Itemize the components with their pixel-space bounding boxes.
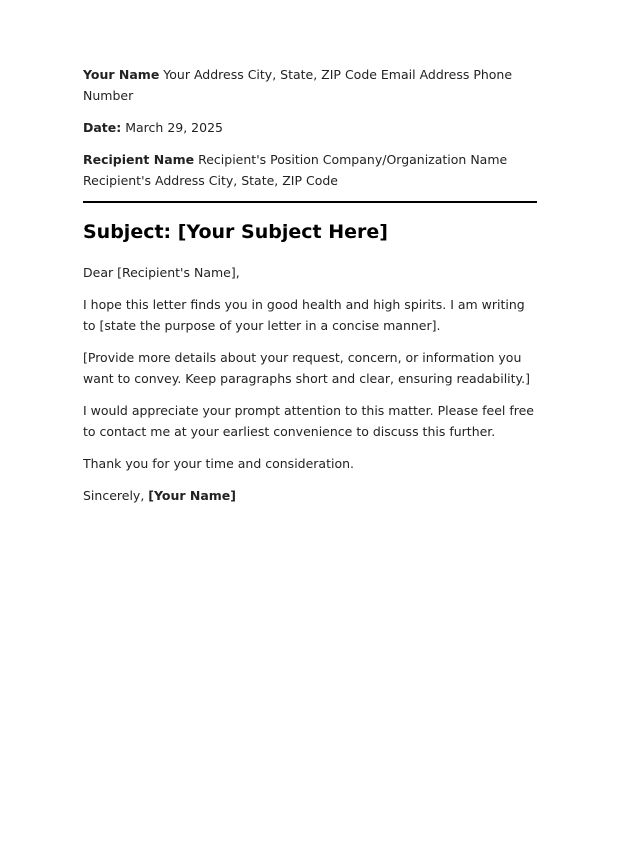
sender-block <box>83 64 537 106</box>
body-paragraph: I would appreciate your prompt attention to this matter. Please feel free to contact me at your earliest convenience to discuss this further. <box>83 403 534 439</box>
recipient-details: Recipient's Position Company/Organization Name Recipient's Address City, State, ZIP Code <box>83 152 508 188</box>
date-label: Date: <box>83 120 122 135</box>
recipient-name: Recipient Name <box>83 152 195 167</box>
body-paragraph: I hope this letter finds you in good health and high spirits. I am writing to [state the purpose of your letter in a concise manner]. <box>83 297 525 333</box>
letter-content <box>83 64 537 517</box>
body-paragraph: Thank you for your time and consideration. <box>83 456 355 471</box>
body-paragraph: [Provide more details about your request, concern, or information you want to convey. Keep paragraphs short and clear, ensuring readability.] <box>83 350 531 386</box>
sender-details: Your Address City, State, ZIP Code Email Address Phone Number <box>83 67 513 103</box>
subject-heading: Subject: [Your Subject Here] <box>83 221 388 243</box>
signature-name: [Your Name] <box>148 488 236 503</box>
closing-text: Sincerely, <box>83 488 149 503</box>
date-line <box>83 117 537 138</box>
header-divider <box>83 201 537 203</box>
recipient-block <box>83 149 537 191</box>
date-value: March 29, 2025 <box>121 120 223 135</box>
closing-line <box>83 485 537 506</box>
salutation: Dear [Recipient's Name], <box>83 265 240 280</box>
sender-name: Your Name <box>83 67 160 82</box>
